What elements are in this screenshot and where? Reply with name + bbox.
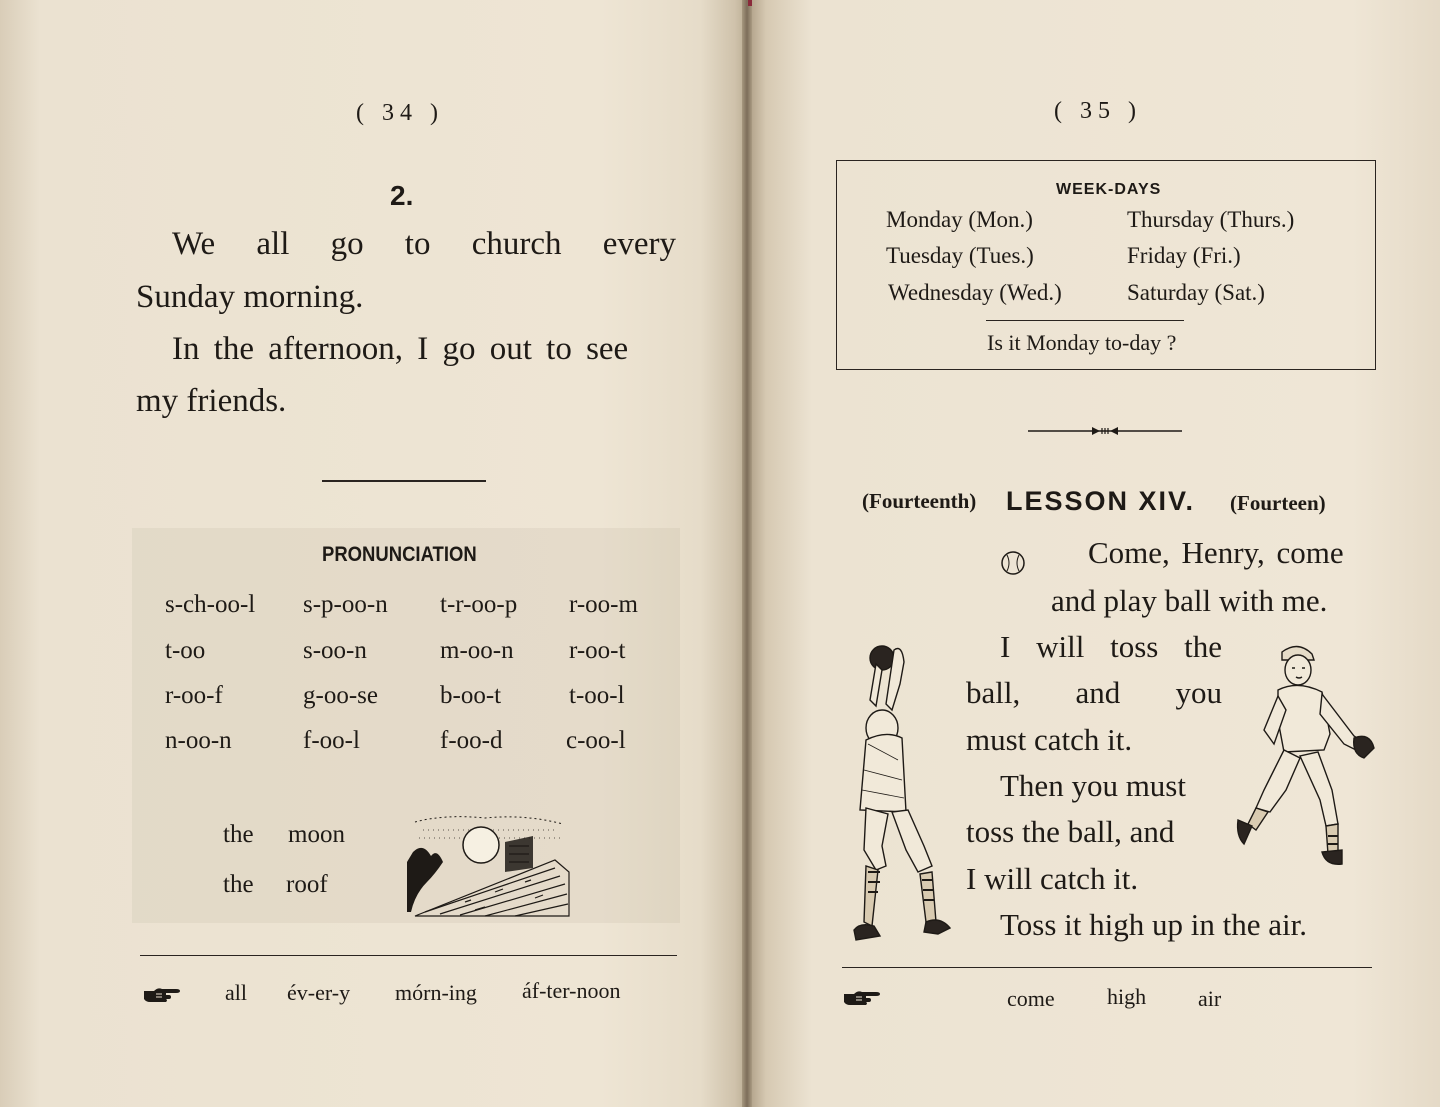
pron-word: t-oo-l: [569, 682, 625, 709]
word: will: [1036, 629, 1085, 664]
word: to: [404, 226, 431, 262]
lesson-ordinal: (Fourteenth): [862, 489, 977, 513]
weekdays-divider: [986, 320, 1184, 321]
weekday: Wednesday (Wed.): [888, 280, 1062, 305]
page-number: ( 34 ): [356, 100, 444, 126]
caption-word: the: [223, 871, 254, 898]
weekday: Thursday (Thurs.): [1127, 207, 1295, 232]
word: and: [1075, 675, 1121, 710]
pron-word: s-p-oo-n: [303, 591, 388, 618]
story-line: must catch it.: [966, 722, 1133, 757]
ornament-divider: [1028, 424, 1182, 438]
caption-word: moon: [288, 821, 345, 848]
pron-word: g-oo-se: [303, 682, 378, 709]
pron-word: r-oo-f: [165, 682, 223, 709]
paragraph2-line2: my friends.: [136, 383, 287, 419]
footer-word: all: [225, 980, 247, 1005]
weekday: Saturday (Sat.): [1127, 280, 1265, 305]
word: go: [330, 226, 364, 262]
thrower-boy-illustration: [1234, 640, 1376, 884]
footer-word: air: [1198, 986, 1222, 1011]
caption-word: roof: [286, 871, 328, 898]
paragraph2-line1: In the afternoon, I go out to see: [172, 331, 629, 367]
story-line: Toss it high up in the air.: [1000, 907, 1307, 942]
word: you: [1175, 675, 1222, 710]
word: the: [1184, 629, 1222, 664]
caption-word: the: [223, 821, 254, 848]
catcher-boy-illustration: [846, 640, 954, 950]
page-number: ( 35 ): [1054, 98, 1142, 124]
pron-word: s-oo-n: [303, 637, 367, 664]
footer-word: mórn-ing: [395, 980, 477, 1005]
word: I: [1000, 629, 1011, 664]
word: ball,: [966, 675, 1021, 710]
pron-word: b-oo-t: [440, 682, 502, 709]
lesson-title: LESSON XIV.: [1006, 486, 1196, 516]
pron-word: m-oo-n: [440, 637, 514, 664]
word: every: [602, 226, 676, 262]
pron-word: t-oo: [165, 637, 206, 664]
pron-word: s-ch-oo-l: [165, 591, 256, 618]
story-line: [1000, 629, 1222, 665]
baseball-icon: [1000, 550, 1026, 576]
word: church: [471, 226, 562, 262]
weekday: Tuesday (Tues.): [886, 243, 1034, 268]
footer-word: év-er-y: [287, 980, 351, 1005]
paragraph1-line2: Sunday morning.: [136, 279, 364, 315]
footer-divider: [140, 955, 677, 956]
story-line: I will catch it.: [966, 861, 1139, 896]
lesson-cardinal: (Fourteen): [1230, 491, 1326, 515]
story-line: and play ball with me.: [1051, 583, 1328, 618]
footer-divider: [842, 967, 1372, 968]
pron-word: f-oo-l: [303, 727, 360, 754]
pronunciation-title: PRONUNCIATION: [322, 543, 477, 566]
section-divider: [322, 480, 486, 482]
moon-roof-illustration: [405, 812, 571, 918]
pron-word: c-oo-l: [566, 727, 626, 754]
pron-word: r-oo-m: [569, 591, 638, 618]
word: toss: [1110, 629, 1159, 664]
weekdays-question: Is it Monday to-day ?: [987, 330, 1177, 355]
pron-word: f-oo-d: [440, 727, 503, 754]
pointing-hand-icon: [142, 985, 184, 1003]
word: all: [256, 226, 290, 262]
footer-word: high: [1107, 984, 1147, 1009]
weekday: Monday (Mon.): [886, 207, 1033, 232]
story-line: [966, 675, 1222, 711]
weekdays-title: WEEK-DAYS: [1056, 181, 1162, 198]
book-gutter: [742, 0, 752, 1107]
pointing-hand-icon: [842, 988, 884, 1006]
paragraph1-line1: [172, 226, 676, 263]
section-number: 2.: [390, 180, 414, 211]
pron-word: r-oo-t: [569, 637, 626, 664]
pron-word: n-oo-n: [165, 727, 232, 754]
footer-word: áf-ter-noon: [522, 978, 621, 1003]
story-line: Then you must: [1000, 768, 1186, 803]
story-line: Come, Henry, come: [1088, 535, 1344, 570]
footer-word: come: [1007, 986, 1055, 1011]
pron-word: t-r-oo-p: [440, 591, 518, 618]
weekday: Friday (Fri.): [1127, 243, 1241, 268]
story-line: toss the ball, and: [966, 814, 1175, 849]
word: We: [172, 226, 216, 262]
